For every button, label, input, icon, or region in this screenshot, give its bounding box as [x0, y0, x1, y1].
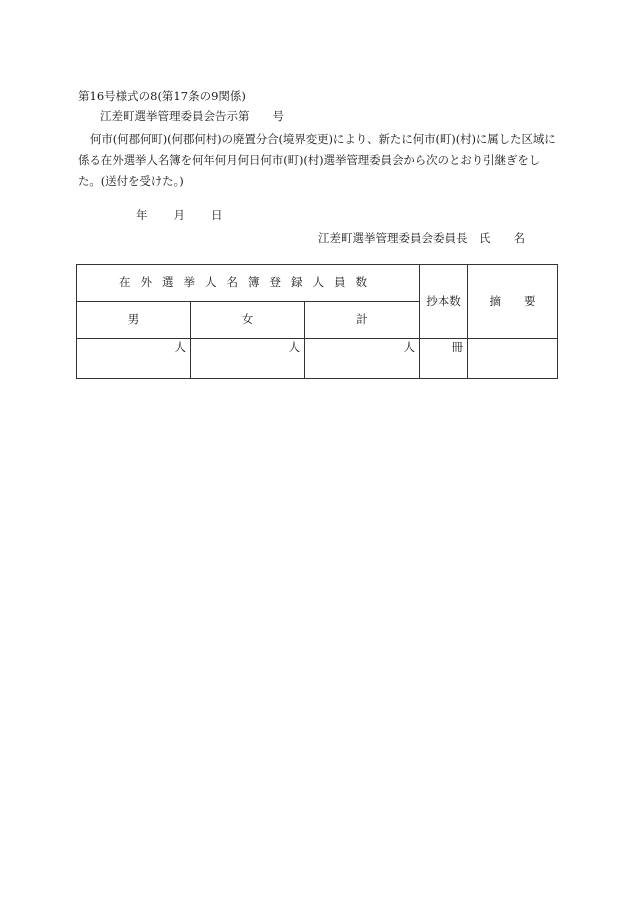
date-line: 年 月 日 [136, 208, 224, 222]
header-copies: 抄本数 [420, 265, 468, 339]
body-text: 何市(何郡何町)(何郡何村)の廃置分合(境界変更)により、新たに何市(町)(村)に属した区域に係る在外選挙人名簿を何年何月何日何市(町)(村)選挙管理委員会から次のとおり引継ぎをした。(送付を受けた。) [78, 132, 556, 188]
signature-line: 江差町選挙管理委員会委員長 氏 名 [318, 231, 525, 245]
form-number: 第16号様式の8(第17条の9関係) [78, 89, 246, 103]
total-count-cell: 人 [305, 339, 420, 379]
header-female: 女 [191, 302, 305, 339]
registration-table [76, 264, 558, 379]
header-male: 男 [77, 302, 191, 339]
female-count-cell: 人 [191, 339, 305, 379]
header-registered-count: 在外選挙人名簿登録人員数 [77, 265, 420, 302]
notice-title: 江差町選挙管理委員会告示第 号 [100, 109, 284, 123]
header-total: 計 [305, 302, 420, 339]
male-count-cell: 人 [77, 339, 191, 379]
copies-count-cell: 冊 [420, 339, 468, 379]
remarks-cell [468, 339, 558, 379]
header-remarks: 摘 要 [468, 265, 558, 339]
